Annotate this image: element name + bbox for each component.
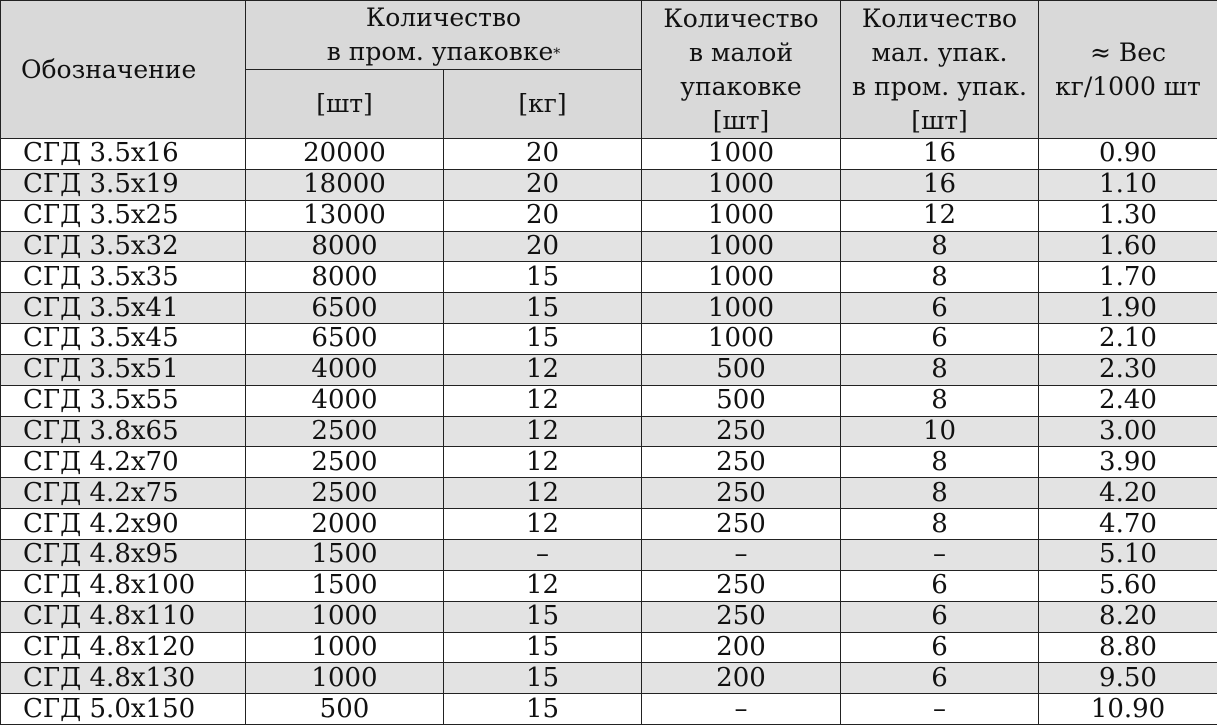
table-row [1,632,1217,663]
cell-industrial-pcs: 1500 [246,570,444,601]
table-row [1,447,1217,478]
cell-small-in-industrial: 12 [841,200,1039,231]
cell-small-in-industrial: 6 [841,324,1039,355]
cell-industrial-pcs: 1500 [246,539,444,570]
table-row [1,200,1217,231]
cell-designation: СГД 4.8x95 [1,539,246,570]
cell-industrial-kg: 15 [444,293,642,324]
cell-small-in-industrial: – [841,539,1039,570]
header-designation [1,1,246,139]
header-small-pack-line2: в малой [689,38,793,67]
cell-industrial-pcs: 1000 [246,632,444,663]
cell-industrial-kg: 12 [444,478,642,509]
table-row [1,694,1217,725]
cell-small-in-industrial: – [841,694,1039,725]
cell-designation: СГД 4.8x130 [1,663,246,694]
cell-industrial-pcs: 1000 [246,601,444,632]
cell-weight: 1.60 [1039,231,1217,262]
cell-industrial-pcs: 4000 [246,354,444,385]
header-industrial-pack [246,1,642,70]
cell-small-pack-pcs: 1000 [642,262,841,293]
cell-industrial-kg: 15 [444,663,642,694]
header-weight-line2: кг/1000 шт [1055,72,1201,101]
table-row [1,139,1217,170]
table-row [1,324,1217,355]
cell-designation: СГД 3.5x35 [1,262,246,293]
cell-small-pack-pcs: 250 [642,416,841,447]
cell-industrial-kg: 20 [444,139,642,170]
cell-industrial-pcs: 8000 [246,262,444,293]
cell-small-in-industrial: 8 [841,231,1039,262]
cell-designation: СГД 4.8x110 [1,601,246,632]
header-small-in-industrial [841,1,1039,139]
cell-small-pack-pcs: 250 [642,509,841,540]
table-row [1,539,1217,570]
cell-weight: 3.90 [1039,447,1217,478]
cell-designation: СГД 4.2x90 [1,509,246,540]
cell-industrial-kg: 15 [444,632,642,663]
header-unit-kg-label: [кг] [518,89,566,118]
cell-weight: 10.90 [1039,694,1217,725]
table-row [1,570,1217,601]
cell-weight: 2.30 [1039,354,1217,385]
cell-small-in-industrial: 6 [841,663,1039,694]
cell-industrial-kg: 12 [444,509,642,540]
cell-designation: СГД 5.0x150 [1,694,246,725]
cell-small-in-industrial: 8 [841,509,1039,540]
table-row [1,601,1217,632]
cell-small-in-industrial: 10 [841,416,1039,447]
header-designation-label: Обозначение [21,55,196,84]
cell-industrial-kg: 12 [444,385,642,416]
cell-weight: 1.70 [1039,262,1217,293]
cell-small-pack-pcs: – [642,539,841,570]
cell-weight: 2.40 [1039,385,1217,416]
table-row [1,293,1217,324]
cell-industrial-pcs: 18000 [246,169,444,200]
cell-small-pack-pcs: 250 [642,601,841,632]
cell-industrial-pcs: 4000 [246,385,444,416]
cell-small-pack-pcs: 250 [642,447,841,478]
cell-small-pack-pcs: 1000 [642,200,841,231]
table-row [1,354,1217,385]
table-body [1,139,1217,725]
cell-small-in-industrial: 8 [841,447,1039,478]
header-small-pack-line3: упаковке [680,72,801,101]
cell-industrial-kg: 12 [444,447,642,478]
cell-industrial-kg: 15 [444,601,642,632]
cell-designation: СГД 3.5x51 [1,354,246,385]
table-row [1,385,1217,416]
cell-industrial-kg: 12 [444,570,642,601]
cell-small-pack-pcs: 1000 [642,231,841,262]
cell-designation: СГД 3.5x55 [1,385,246,416]
cell-weight: 4.70 [1039,509,1217,540]
cell-weight: 2.10 [1039,324,1217,355]
header-small-in-industrial-line1: Количество [862,4,1017,33]
cell-small-pack-pcs: 200 [642,663,841,694]
cell-industrial-kg: 12 [444,354,642,385]
cell-industrial-kg: – [444,539,642,570]
cell-weight: 8.20 [1039,601,1217,632]
footnote-mark: * [553,46,560,62]
cell-small-pack-pcs: 1000 [642,324,841,355]
header-industrial-pack-line2: в пром. упаковке [327,37,554,66]
cell-industrial-pcs: 6500 [246,293,444,324]
cell-small-in-industrial: 8 [841,478,1039,509]
cell-weight: 5.10 [1039,539,1217,570]
cell-small-pack-pcs: – [642,694,841,725]
header-unit-pcs-label: [шт] [316,89,373,118]
cell-designation: СГД 3.5x32 [1,231,246,262]
cell-small-pack-pcs: 200 [642,632,841,663]
cell-industrial-pcs: 2000 [246,509,444,540]
cell-small-pack-pcs: 1000 [642,139,841,170]
table-row [1,478,1217,509]
cell-weight: 3.00 [1039,416,1217,447]
cell-small-in-industrial: 8 [841,385,1039,416]
cell-small-pack-pcs: 1000 [642,293,841,324]
cell-weight: 1.10 [1039,169,1217,200]
cell-small-in-industrial: 8 [841,354,1039,385]
cell-small-in-industrial: 6 [841,601,1039,632]
cell-weight: 8.80 [1039,632,1217,663]
cell-industrial-kg: 15 [444,324,642,355]
cell-small-in-industrial: 6 [841,570,1039,601]
cell-weight: 4.20 [1039,478,1217,509]
cell-small-pack-pcs: 250 [642,570,841,601]
cell-industrial-kg: 15 [444,694,642,725]
cell-weight: 9.50 [1039,663,1217,694]
cell-small-pack-pcs: 500 [642,385,841,416]
cell-designation: СГД 3.5x45 [1,324,246,355]
header-small-pack-line1: Количество [663,4,818,33]
header-small-pack-unit: [шт] [713,106,770,135]
cell-industrial-pcs: 2500 [246,416,444,447]
header-small-in-industrial-unit: [шт] [911,106,968,135]
cell-designation: СГД 4.2x75 [1,478,246,509]
cell-designation: СГД 4.8x100 [1,570,246,601]
header-small-in-industrial-line3: в пром. упак. [852,72,1027,101]
header-industrial-pack-line1: Количество [366,3,521,32]
cell-industrial-kg: 12 [444,416,642,447]
cell-designation: СГД 3.5x16 [1,139,246,170]
cell-industrial-pcs: 1000 [246,663,444,694]
cell-designation: СГД 4.2x70 [1,447,246,478]
cell-industrial-pcs: 2500 [246,447,444,478]
table-header [1,1,1217,139]
cell-small-in-industrial: 16 [841,169,1039,200]
cell-industrial-kg: 20 [444,200,642,231]
cell-weight: 1.90 [1039,293,1217,324]
cell-small-in-industrial: 8 [841,262,1039,293]
cell-designation: СГД 3.5x19 [1,169,246,200]
cell-industrial-pcs: 20000 [246,139,444,170]
cell-small-in-industrial: 6 [841,293,1039,324]
cell-small-pack-pcs: 500 [642,354,841,385]
header-weight [1039,1,1217,139]
cell-small-in-industrial: 16 [841,139,1039,170]
header-unit-kg [444,70,642,139]
table-row [1,262,1217,293]
cell-industrial-pcs: 500 [246,694,444,725]
cell-industrial-pcs: 13000 [246,200,444,231]
header-small-in-industrial-line2: мал. упак. [872,38,1008,67]
cell-weight: 1.30 [1039,200,1217,231]
table-row [1,416,1217,447]
cell-weight: 5.60 [1039,570,1217,601]
cell-small-pack-pcs: 1000 [642,169,841,200]
cell-weight: 0.90 [1039,139,1217,170]
cell-small-pack-pcs: 250 [642,478,841,509]
table-row [1,663,1217,694]
cell-industrial-pcs: 8000 [246,231,444,262]
header-weight-line1: ≈ Вес [1090,38,1166,67]
cell-industrial-pcs: 6500 [246,324,444,355]
cell-industrial-kg: 20 [444,169,642,200]
table-row [1,169,1217,200]
header-small-pack [642,1,841,139]
table-row [1,509,1217,540]
cell-small-in-industrial: 6 [841,632,1039,663]
cell-industrial-kg: 20 [444,231,642,262]
cell-designation: СГД 4.8x120 [1,632,246,663]
cell-designation: СГД 3.5x41 [1,293,246,324]
table-row [1,231,1217,262]
cell-industrial-pcs: 2500 [246,478,444,509]
cell-designation: СГД 3.8x65 [1,416,246,447]
cell-designation: СГД 3.5x25 [1,200,246,231]
header-unit-pcs [246,70,444,139]
cell-industrial-kg: 15 [444,262,642,293]
